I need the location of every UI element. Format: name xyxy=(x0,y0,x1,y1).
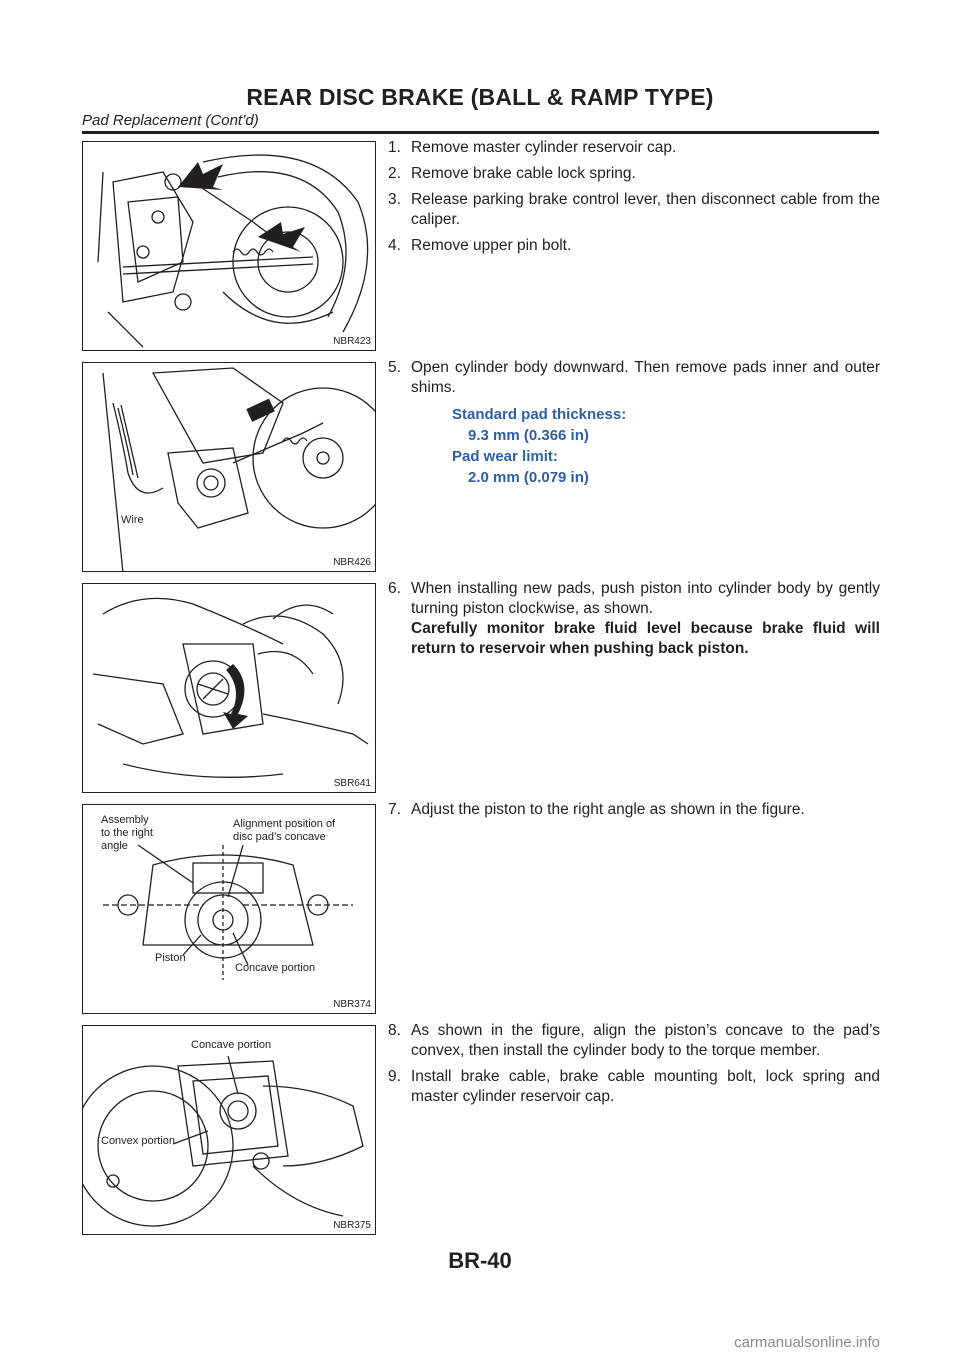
figure-nbr423 xyxy=(82,141,376,351)
label-assembly: Assembly xyxy=(101,814,149,826)
step-6-text: When installing new pads, push piston into cylinder body by gently turning piston clockwise, as shown. xyxy=(411,580,880,617)
caution-note: Carefully monitor brake fluid level because brake fluid will return to reservoir when pushing back piston. xyxy=(411,620,880,657)
page-title: REAR DISC BRAKE (BALL & RAMP TYPE) xyxy=(246,84,714,110)
arrow-icon xyxy=(258,222,305,252)
label-to-right: to the right xyxy=(101,827,153,839)
steps-group-3 xyxy=(388,579,880,665)
spec-wear-label: Pad wear limit: xyxy=(452,448,558,465)
figure-code: NBR423 xyxy=(333,336,371,347)
figure-code: SBR641 xyxy=(333,778,371,789)
step-1: 1. Remove master cylinder reservoir cap. xyxy=(388,139,677,156)
label-concave-portion: Concave portion xyxy=(235,962,316,974)
page-subtitle: Pad Replacement (Cont’d) xyxy=(82,112,259,129)
step-4: 4. Remove upper pin bolt. xyxy=(388,237,572,254)
spec-standard-value: 9.3 mm (0.366 in) xyxy=(468,427,589,444)
spec-wear-value: 2.0 mm (0.079 in) xyxy=(468,469,589,486)
label-convex-portion: Convex portion xyxy=(101,1135,175,1147)
figure-nbr375 xyxy=(82,1025,376,1235)
steps-group-4 xyxy=(388,800,880,826)
watermark: carmanualsonline.info xyxy=(734,1334,880,1351)
figure-nbr426 xyxy=(82,362,376,572)
brake-caliper-illustration xyxy=(83,142,376,351)
figure-code: NBR426 xyxy=(333,557,371,568)
step-8: 8. As shown in the figure, align the piston’s concave to the pad’s convex, then install the cylinder body to the torque member. xyxy=(388,1022,880,1059)
figure-code: NBR375 xyxy=(333,1220,371,1231)
figure-nbr374 xyxy=(82,804,376,1014)
step-5: 5. Open cylinder body downward. Then remove pads inner and outer shims. xyxy=(388,359,880,396)
label-alignment-position: Alignment position of xyxy=(233,818,336,830)
step-3: 3. Release parking brake control lever, then disconnect cable from the caliper. xyxy=(388,191,880,228)
piston-alignment-illustration xyxy=(83,805,376,1014)
label-disc-pad-concave: disc pad’s concave xyxy=(233,831,326,843)
figure-code: NBR374 xyxy=(333,999,371,1010)
arrow-icon xyxy=(178,162,223,190)
caliper-open-illustration xyxy=(83,363,376,572)
page-header xyxy=(82,84,878,111)
steps-group-1 xyxy=(388,138,880,262)
step-7: 7. Adjust the piston to the right angle as shown in the figure. xyxy=(388,801,805,818)
label-wire: Wire xyxy=(121,514,144,526)
spec-standard-label: Standard pad thickness: xyxy=(452,406,627,423)
step-9: 9. Install brake cable, brake cable mounting bolt, lock spring and master cylinder reservoir cap. xyxy=(388,1068,880,1105)
page-number: BR-40 xyxy=(448,1248,512,1273)
step-2: 2. Remove brake cable lock spring. xyxy=(388,165,636,182)
piston-turning-illustration xyxy=(83,584,376,793)
header-rule xyxy=(82,131,879,134)
label-concave-portion: Concave portion xyxy=(191,1039,272,1051)
steps-group-5 xyxy=(388,1021,880,1113)
cylinder-install-illustration xyxy=(83,1026,376,1235)
label-piston: Piston xyxy=(155,952,186,964)
label-angle: angle xyxy=(101,840,128,852)
spec-block xyxy=(388,404,880,488)
figure-sbr641 xyxy=(82,583,376,793)
step-6: 6. When installing new pads, push piston into cylinder body by gently turning piston clockwise, as shown. Carefully monitor brake fluid level because brake fluid will return to reservoir when pushing back piston. xyxy=(388,580,880,657)
steps-group-2 xyxy=(388,358,880,488)
